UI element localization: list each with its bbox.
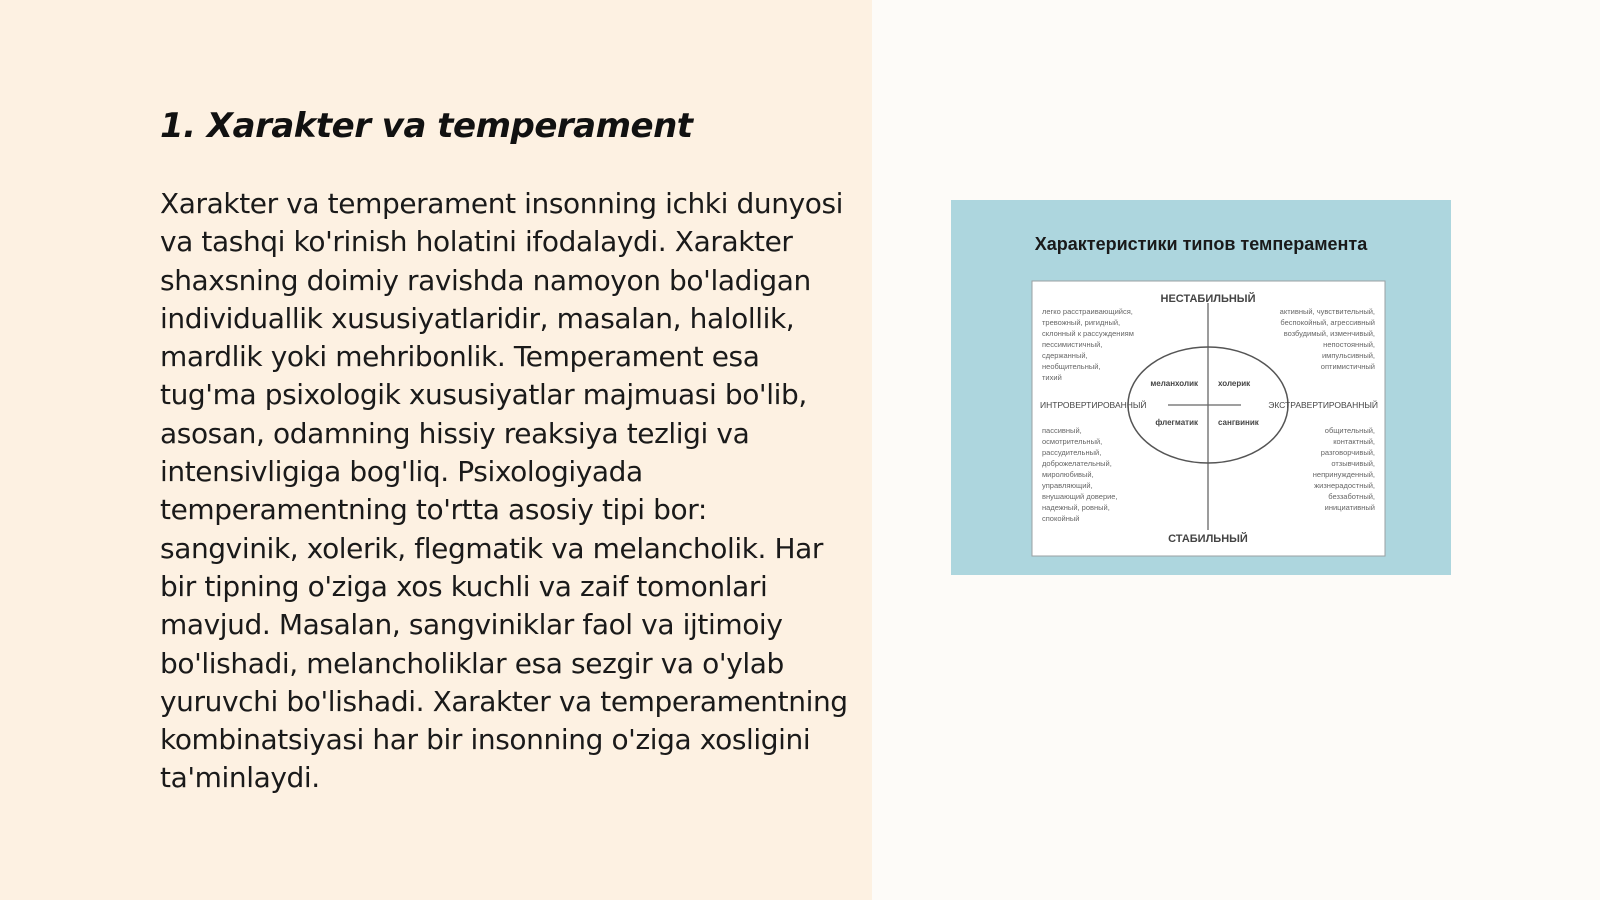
trait-text: общительный, [1324,426,1375,435]
trait-text: тихий [1042,373,1062,382]
trait-text: миролюбивый, [1042,470,1094,479]
label-stable: СТАБИЛЬНЫЙ [1168,533,1248,545]
temperament-diagram-image [951,200,1451,575]
trait-text: разговорчивый, [1320,448,1375,457]
trait-text: сдержанный, [1042,351,1088,360]
body-paragraph: Xarakter va temperament insonning ichki dunyosi va tashqi ko'rinish holatini ifodalaydi. Xarakter shaxsning doimiy ravishda namoyon bo'ladigan individuallik xususiyatlaridir, masalan, halollik, mardlik yoki mehribonlik. Temperament esa tug'ma psixologik xususiyatlar majmuasi bo'lib, asosan, odamning hissiy reaksiya tezligi va intensivligiga bog'liq. Psixologiyada temperamentning to'rtta asosiy tipi bor: sangvinik, xolerik, flegmatik va melancholik. Har bir tipning o'ziga xos kuchli va zaif tomonlari mavjud. Masalan, sangviniklar faol va ijtimoiy bo'lishadi, melancholiklar esa sezgir va o'ylab yuruvchi bo'lishadi. Xarakter va temperamentning kombinatsiyasi har bir insonning o'ziga xosligini ta'minlaydi. [160,187,848,795]
trait-text: активный, чувствительный, [1279,307,1375,316]
trait-text: непостоянный, [1323,340,1375,349]
trait-text: пессимистичный, [1042,340,1103,349]
trait-text: тревожный, ригидный, [1042,318,1121,327]
quadrant-choleric: холерик [1218,379,1251,388]
trait-text: внушающий доверие, [1042,492,1118,501]
trait-text: склонный к рассуждениям [1042,329,1134,338]
label-introverted: ИНТРОВЕРТИРОВАННЫЙ [1040,400,1147,410]
trait-text: спокойный [1042,514,1080,523]
trait-text: оптимистичный [1320,362,1375,371]
quadrant-melancholic: меланхолик [1150,379,1198,388]
trait-text: пассивный, [1042,426,1082,435]
quadrant-phlegmatic: флегматик [1155,418,1198,427]
trait-text: управляющий, [1042,481,1093,490]
diagram-heading: Характеристики типов темперамента [1034,234,1368,254]
quadrant-sanguine: сангвиник [1218,418,1259,427]
trait-text: отзывчивый, [1331,459,1375,468]
trait-text: беспокойный, агрессивный [1280,318,1375,327]
temperament-diagram [951,200,1451,575]
trait-text: непринужденный, [1312,470,1375,479]
trait-text: легко расстраивающийся, [1042,307,1133,316]
trait-text: контактный, [1333,437,1375,446]
trait-text: необщительный, [1042,362,1101,371]
trait-text: надежный, ровный, [1042,503,1110,512]
trait-text: инициативный [1324,503,1375,512]
label-extroverted: ЭКСТРАВЕРТИРОВАННЫЙ [1268,400,1378,410]
trait-text: рассудительный, [1042,448,1102,457]
slide-title: 1. Xarakter va temperament [160,106,693,146]
trait-text: жизнерадостный, [1314,481,1375,490]
trait-text: импульсивный, [1321,351,1375,360]
trait-text: доброжелательный, [1042,459,1112,468]
label-unstable: НЕСТАБИЛЬНЫЙ [1160,293,1256,305]
trait-text: возбудимый, изменчивый, [1283,329,1375,338]
trait-text: осмотрительный, [1042,437,1103,446]
trait-text: беззаботный, [1328,492,1375,501]
